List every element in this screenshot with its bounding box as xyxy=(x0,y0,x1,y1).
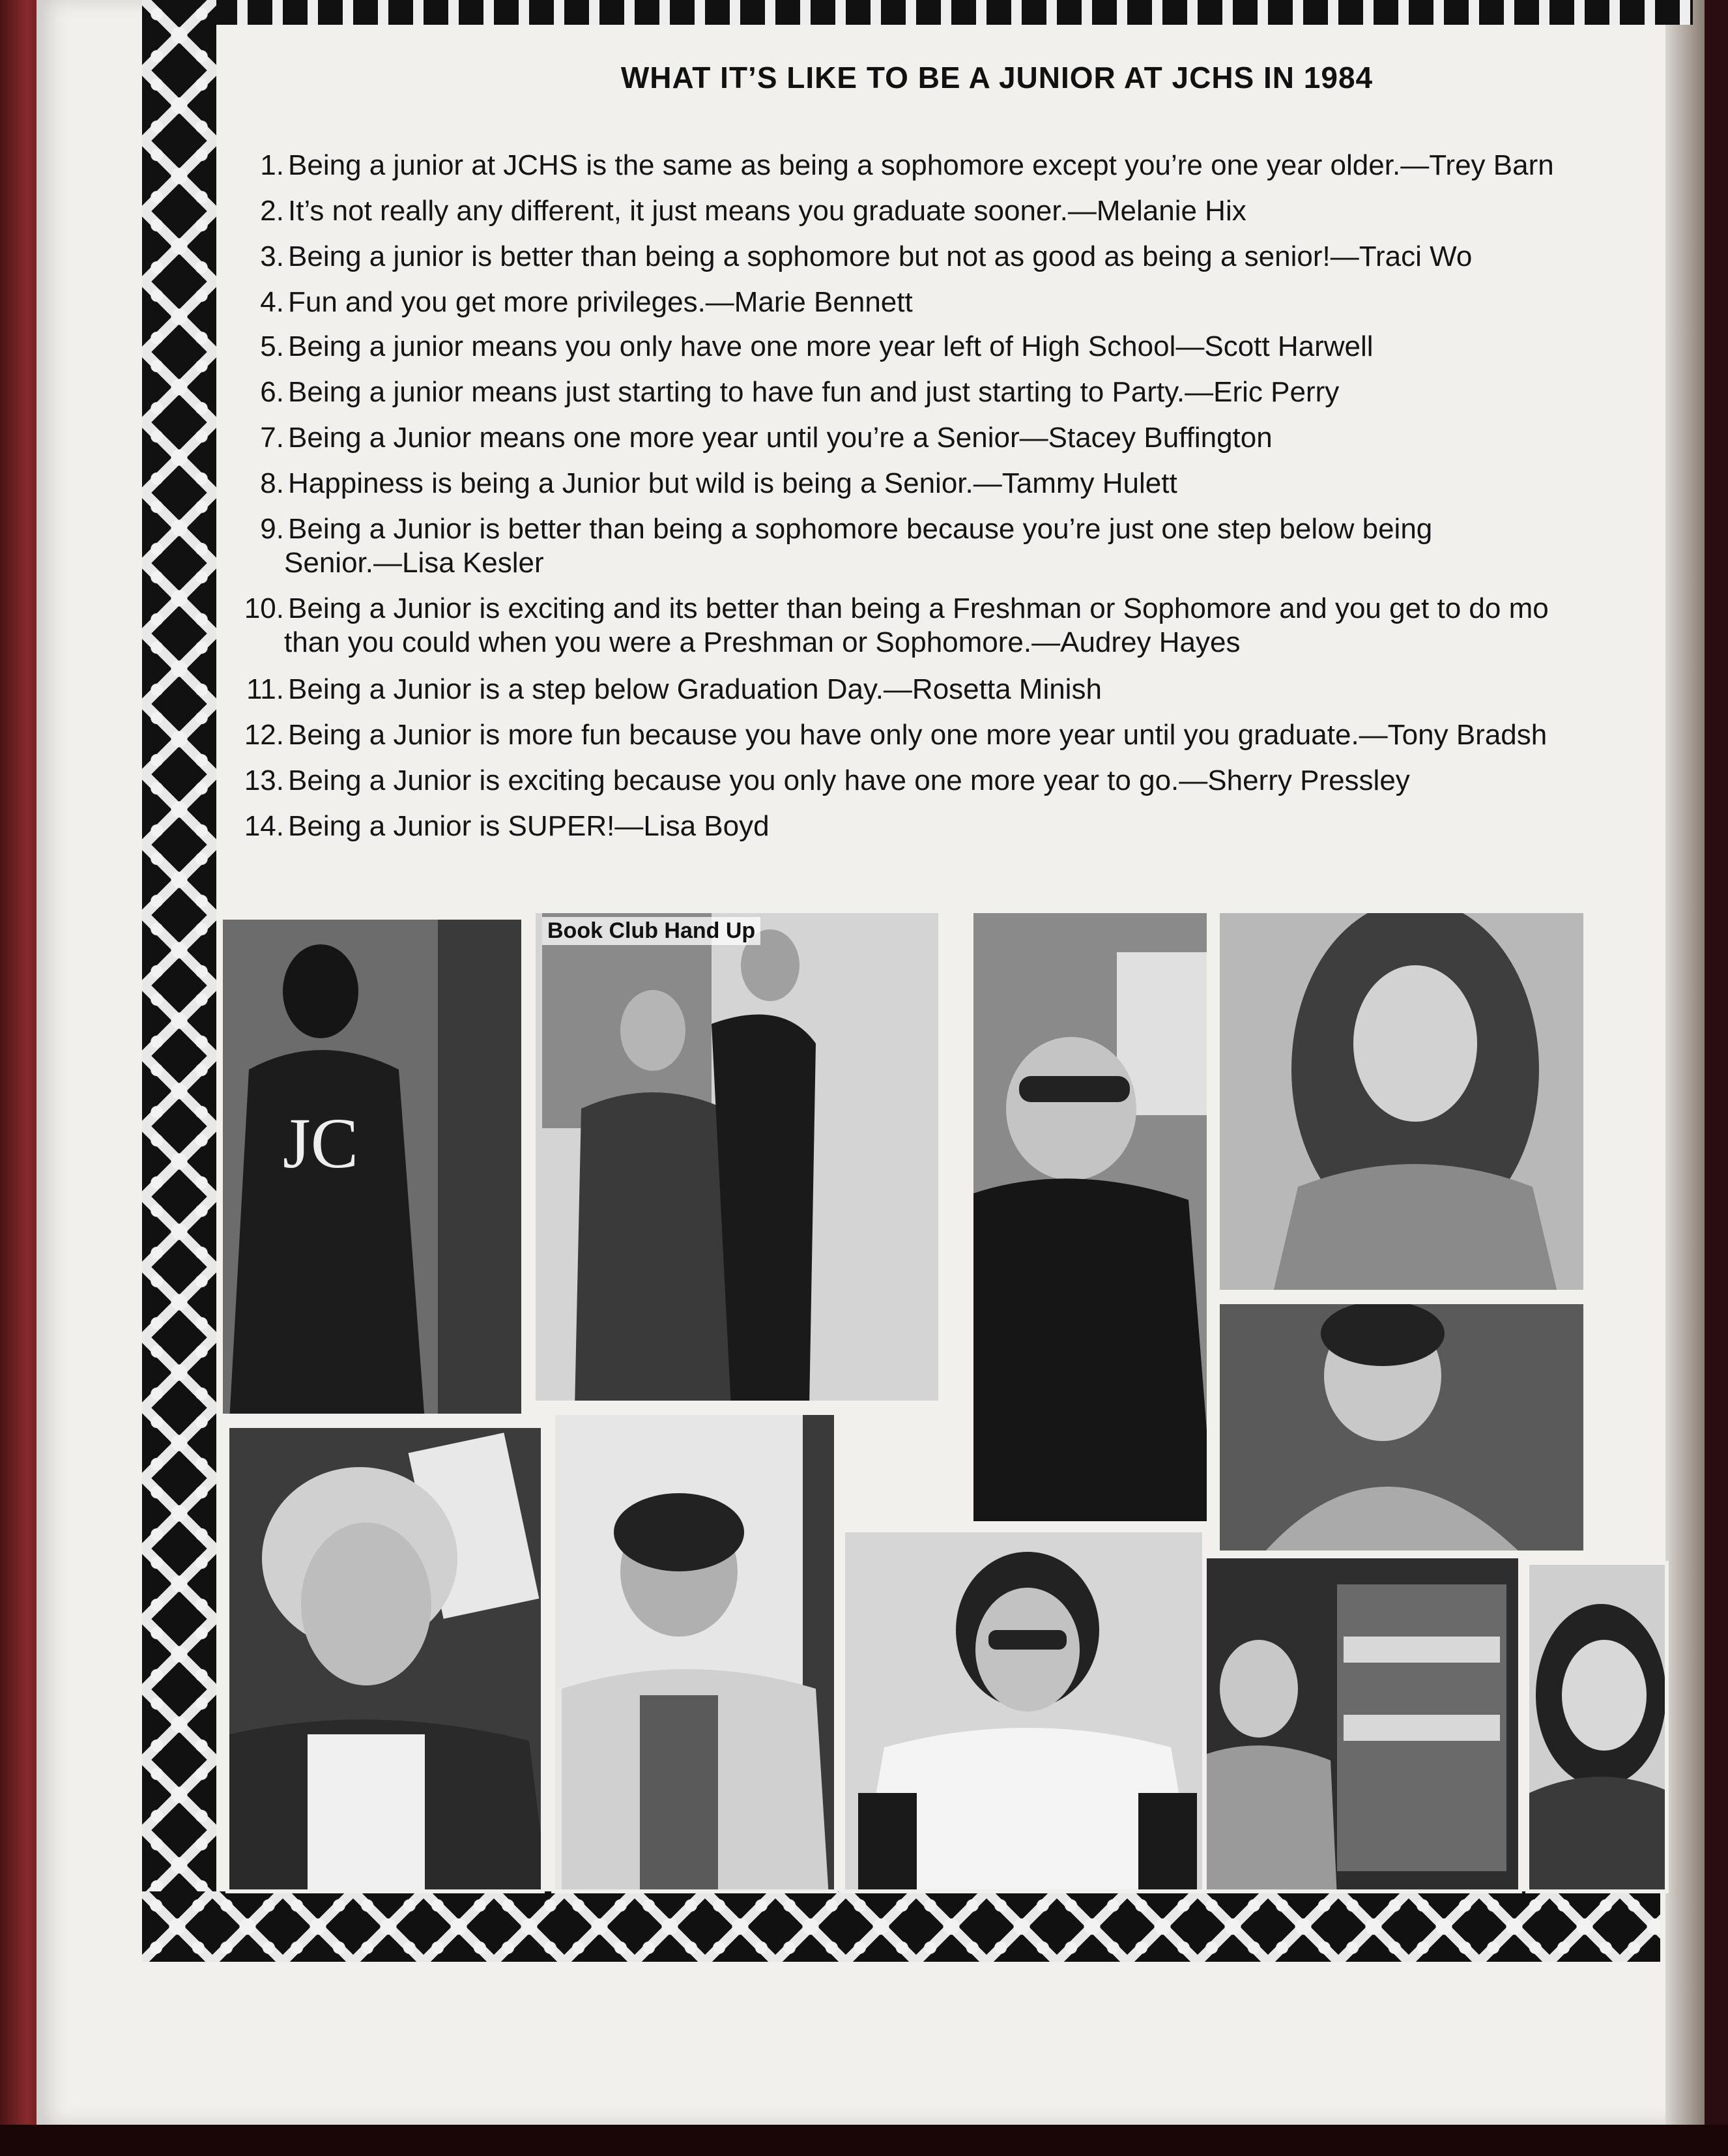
photo-student-sunglasses-graphic xyxy=(973,913,1211,1525)
photo-student-long-hair-graphic xyxy=(1220,913,1587,1294)
photo-student-bookshelf xyxy=(1203,1554,1522,1893)
photo-two-students-graphic xyxy=(536,913,942,1405)
bulletin-board-label: Book Club Hand Up xyxy=(542,917,760,945)
photo-student-long-hair xyxy=(1216,909,1587,1294)
quote-list: 1. Being a junior at JCHS is the same as being a sophomore except you’re one year older.—Trey Barn 2. It’s not really any different, it just means you graduate sooner.—Melanie Hix 3. Being a junior is better than being a sophomore but not as good as being a senior!—Traci Wo 4. Fun and you get more privileges.—Marie Bennett 5. Being a junior means you only have one more year left of High School—Scott Harwell 6. Being a junior means just starting to have fun and just starting to Party.—Eric Perry 7. Being a Junior means one more year until you’re a Senior—Stacey Buffington 8. Happiness is being a Junior but wild is being a Senior.—Tammy Hulett 9. Being a Junior is better than being a sophomore because you’re just one step below being Senior.—Lisa Kesler 10. Being a Junior is exciting and its better than being a Freshman or Sophomore and you get to do mo than you could when you were a Preshman or Sophomore.—Audrey Hayes 11. Being a Junior is a step below Graduation Day.—Rosetta Minish 12. Being a Junior is more fun because you have only one more year until you graduate.—Tony Bradsh 13. Being a Junior is exciting because you only have one more year to go.—Sherry Pressley 14. Being a Junior is SUPER!—Lisa Boyd xyxy=(244,149,1554,842)
photo-student-letter-jacket-graphic xyxy=(223,920,525,1418)
photo-collage xyxy=(219,909,1669,1893)
photo-student-letter-jacket xyxy=(219,916,525,1418)
page-title: WHAT IT’S LIKE TO BE A JUNIOR AT JCHS IN 1984 xyxy=(620,61,1374,95)
photo-student-feathered-hair-graphic xyxy=(229,1428,545,1893)
photo-two-students-bulletin-board xyxy=(532,909,942,1405)
decorative-border-left xyxy=(142,0,216,1893)
photo-student-light-jacket-graphic xyxy=(555,1415,838,1893)
bottom-shadow xyxy=(0,2125,1728,2156)
decorative-border-top xyxy=(142,0,1693,25)
photo-student-smiling-graphic xyxy=(1529,1565,1669,1893)
jacket-letters: JC xyxy=(282,1103,359,1183)
photo-student-smiling xyxy=(1525,1561,1669,1893)
photo-student-bookshelf-graphic xyxy=(1207,1558,1522,1893)
photo-student-light-jacket xyxy=(551,1411,838,1893)
photo-student-sunglasses xyxy=(970,909,1211,1525)
photo-student-feathered-hair xyxy=(225,1424,545,1893)
photo-student-v-neck-graphic xyxy=(845,1532,1206,1893)
photo-student-v-neck xyxy=(841,1528,1206,1893)
decorative-border-bottom xyxy=(142,1891,1660,1962)
photo-student-hoodie xyxy=(1216,1300,1587,1554)
photo-student-hoodie-graphic xyxy=(1220,1304,1587,1554)
